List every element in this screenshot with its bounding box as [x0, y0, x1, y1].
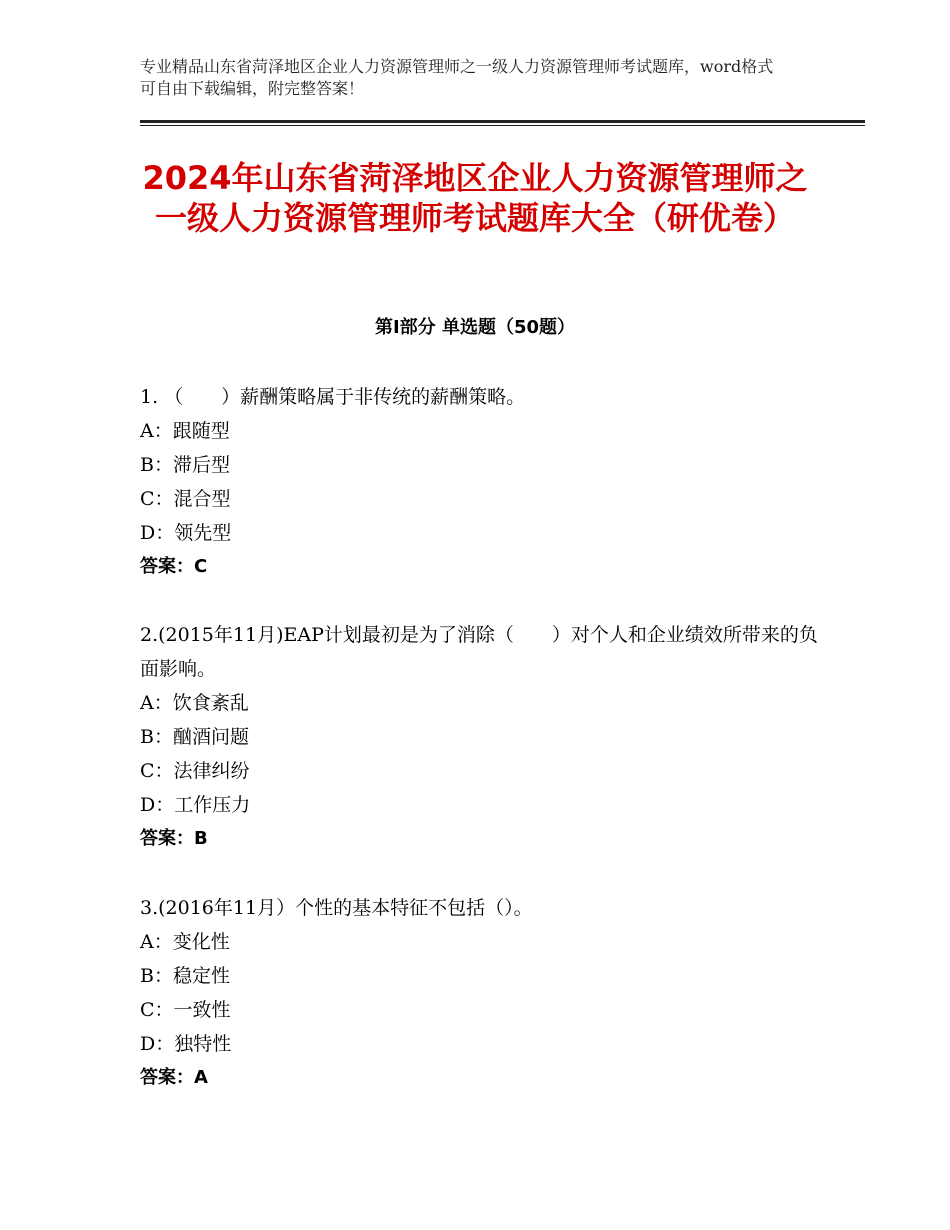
option-d: D：独特性	[140, 1033, 232, 1055]
header-divider-thick	[140, 120, 865, 123]
option-d: D：工作压力	[140, 794, 251, 816]
header-note: 专业精品山东省菏泽地区企业人力资源管理师之一级人力资源管理师考试题库，word格式可自由下载编辑，附完整答案！	[140, 57, 774, 98]
option-c: C：法律纠纷	[140, 760, 250, 782]
question-stem: 3.(2016年11月）个性的基本特征不包括（）。	[140, 897, 533, 919]
question-3	[140, 891, 820, 1095]
option-a: A：跟随型	[140, 420, 230, 442]
answer: 答案：B	[140, 828, 208, 849]
option-b: B：稳定性	[140, 965, 230, 987]
option-c: C：一致性	[140, 999, 231, 1021]
document-title: 2024年山东省菏泽地区企业人力资源管理师之一级人力资源管理师考试题库大全（研优卷）	[142, 159, 808, 237]
answer: 答案：C	[140, 556, 208, 577]
question-2	[140, 618, 820, 856]
header-divider-thin	[140, 125, 865, 126]
option-b: B：滞后型	[140, 454, 230, 476]
question-1	[140, 380, 820, 584]
option-a: A：变化性	[140, 931, 230, 953]
answer: 答案：A	[140, 1067, 208, 1088]
option-a: A：饮食紊乱	[140, 692, 249, 714]
question-stem: 2.(2015年11月)EAP计划最初是为了消除（ ）对个人和企业绩效所带来的负面影响。	[140, 624, 818, 680]
question-stem: 1. （ ）薪酬策略属于非传统的薪酬策略。	[140, 386, 526, 408]
option-b: B：酗酒问题	[140, 726, 249, 748]
section-title: 第Ⅰ部分 单选题（50题）	[374, 317, 575, 338]
option-d: D：领先型	[140, 522, 232, 544]
option-c: C：混合型	[140, 488, 231, 510]
